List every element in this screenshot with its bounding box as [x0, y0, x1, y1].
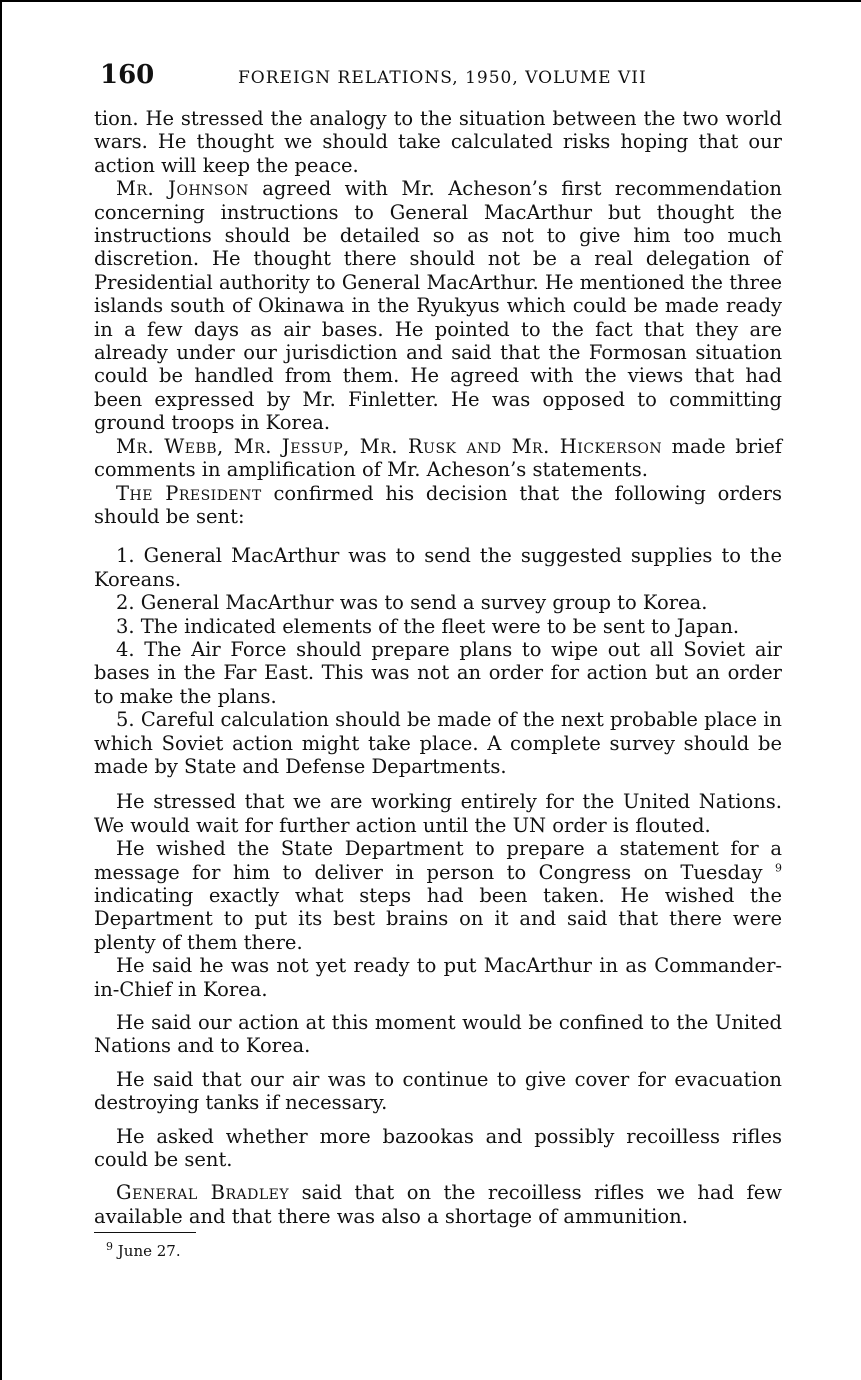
paragraph-6-text-b: indicating exactly what steps had been taken. He wished the Department to put its best brains on it and said that there were plenty of them there.: [94, 884, 782, 954]
paragraph-11-text: said that on the recoilless rifles we had few available and that there was also a shortage of ammunition.: [94, 1181, 782, 1228]
paragraph-9: He said that our air was to continue to give cover for evacuation destroying tanks if necessary.: [94, 1067, 782, 1115]
paragraph-3: [94, 435, 782, 482]
speaker-johnson: Mr. Johnson: [116, 177, 249, 201]
paragraph-4: [94, 482, 782, 529]
paragraph-10: He asked whether more bazookas and possibly recoilless rifles could be sent.: [94, 1124, 782, 1172]
paragraph-8: He said our action at this moment would be confined to the United Nations and to Korea.: [94, 1011, 782, 1058]
footnote-marker: 9: [106, 1240, 113, 1253]
order-item-4: 4. The Air Force should prepare plans to wipe out all Soviet air bases in the Far East. This was not an order for action but an order to make the plans.: [94, 637, 782, 708]
paragraph-6: [94, 837, 782, 954]
paragraph-6-text-a: He wished the State Department to prepare a statement for a message for him to deliver in person to Congress on Tuesday: [94, 837, 782, 884]
orders-list: [94, 544, 782, 778]
speakers-group: Mr. Webb, Mr. Jessup, Mr. Rusk and Mr. Hickerson: [116, 434, 663, 458]
order-item-2: 2. General MacArthur was to send a survey group to Korea.: [116, 591, 708, 615]
paragraph-5: He stressed that we are working entirely for the United Nations. We would wait for further action until the UN order is flouted.: [94, 790, 782, 837]
footnote: [106, 1242, 181, 1260]
paragraph-7: He said he was not yet ready to put MacArthur in as Commander-in-Chief in Korea.: [94, 954, 782, 1001]
page-header: [100, 60, 790, 96]
order-item-3: 3. The indicated elements of the fleet were to be sent to Japan.: [116, 614, 740, 638]
paragraph-11: [94, 1181, 782, 1228]
footnote-divider: [94, 1232, 196, 1233]
page-number: 160: [100, 60, 155, 90]
speaker-bradley: General Bradley: [116, 1181, 290, 1205]
paragraph-4-text: confirmed his decision that the following orders should be sent:: [94, 481, 782, 528]
paragraph-2-text: agreed with Mr. Acheson’s first recommendation concerning instructions to General MacArthur but thought the instructions should be detailed so as not to give him too much discretion. He thought there should not be a real delegation of Presidential authority to General MacArthur. He mentioned the three islands south of Okinawa in the Ryukyus which could be made ready in a few days as air bases. He pointed to the fact that they are already under our jurisdiction and said that the Formosan situation could be handled from them. He agreed with the views that had been expressed by Mr. Finletter. He was opposed to committing ground troops in Korea.: [94, 177, 782, 435]
paragraph-3-text: made brief comments in amplification of Mr. Acheson’s statements.: [94, 434, 782, 482]
footnote-reference: 9: [775, 861, 783, 875]
order-item-5: 5. Careful calculation should be made of the next probable place in which Soviet action might take place. A complete survey should be made by State and Defense Departments.: [94, 708, 782, 778]
paragraph-1: tion. He stressed the analogy to the situation between the two world wars. He thought we should take calculated risks hoping that our action will keep the peace.: [94, 107, 782, 177]
body-text: [94, 107, 782, 1228]
speaker-president: The President: [116, 481, 262, 505]
order-item-1: 1. General MacArthur was to send the suggested supplies to the Koreans.: [94, 544, 782, 591]
footnote-text: June 27.: [113, 1242, 181, 1260]
paragraph-2: [94, 177, 782, 434]
running-title: FOREIGN RELATIONS, 1950, VOLUME VII: [238, 68, 647, 88]
